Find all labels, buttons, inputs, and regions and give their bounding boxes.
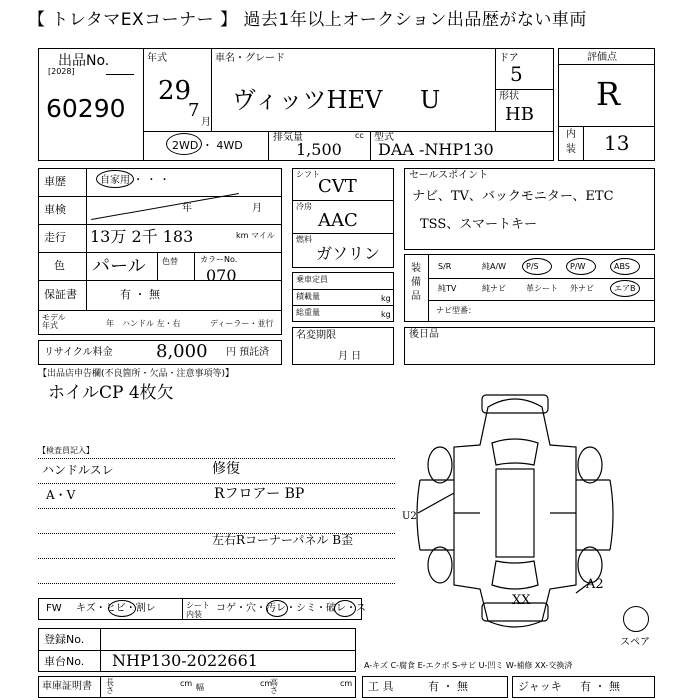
seat-selected-circle-2 [334,600,356,617]
inspector-line1-left: ハンドルスレ [42,463,114,477]
certificate-width: 幅 [196,683,204,692]
displacement-value: 1,500 [296,140,342,159]
model-grade: U [420,86,441,114]
interior-label-1: 内 [566,129,576,140]
load-label: 積載量 [296,292,320,301]
registration-label: 登録No. [44,633,85,646]
equipment-item: S/R [438,262,452,271]
history-options: 自家用 ・ ・ ・ [100,175,170,186]
certificate-width-unit: cm [260,679,273,688]
lot-label: 出品No. [58,53,110,69]
model-handle: ハンドル 左・右 [122,319,181,328]
inspector-line1-right: 修復 [212,461,240,477]
fw-options: キズ・ヒビ・割レ [76,603,156,614]
equipment-item: エアB [614,284,636,293]
banner [28,5,688,29]
shape-value: HB [505,104,534,125]
year-label: 年式 [147,53,167,64]
chassis-label: 車台No. [44,655,85,668]
equipment-item: 外ナビ [570,284,594,293]
shift-label: シフト [296,170,320,179]
equipment-item: ABS [614,262,630,271]
sales-line-1: ナビ、TV、バックモニター、ETC [412,189,614,204]
notes-label: 【出品店申告欄(不良箇所・欠品・注意事項等)】 [38,369,235,379]
equipment-item: P/S [526,262,539,271]
spare-tire-icon [623,606,649,632]
type-value: DAA -NHP130 [378,140,494,159]
history-label: 車歴 [44,175,66,188]
type-label: 型式 [374,132,394,143]
mileage-unit: km マイル [236,231,275,240]
color-label: 色 [54,259,65,272]
shape-label: 形状 [499,91,519,102]
certificate-length-unit: cm [180,679,193,688]
tools-label: 工 具 [368,680,394,693]
inspection-year-unit: 年 [182,203,192,214]
warranty-label: 保証書 [44,288,77,301]
color-code-label: カラーNo. [200,255,238,264]
certificate-length: 長さ [106,678,114,695]
name-change-unit: 月 日 [338,351,362,362]
displacement-unit: cc [355,131,364,140]
recycle-unit: 円 預託済 [226,347,270,358]
damage-mark-a2: A2 [586,577,604,592]
interior-value: 13 [604,131,630,155]
inspector-line2-left: A・V [46,488,76,502]
equipment-selected-circle [522,258,552,275]
equipment-item: 革シート [526,284,558,293]
navi-model-label: ナビ型番： [436,306,476,315]
color-code-value: 070 [206,266,237,285]
inspector-line3-right: 左右Rコーナーパネル B歪 [212,533,354,547]
equipment-label: 装備品 [411,263,421,302]
model-year-unit: 年 [106,319,114,328]
seat-selected-circle-1 [266,600,288,617]
equipment-selected-circle [610,280,640,297]
model-dealer: ディーラー・並行 [210,319,274,328]
displacement-label: 排気量 [273,132,303,143]
loss-label: 後日品 [409,329,439,340]
color-value: パール [92,256,146,277]
score-label: 評価点 [587,52,617,63]
fuel-label: 燃料 [296,235,312,244]
model-name: ヴィッツHEV [232,86,383,114]
sales-line-2: TSS、スマートキー [420,217,537,232]
weight-label: 総重量 [296,308,320,317]
year-month-value: 7 [188,100,200,121]
certificate-height: 高さ [270,678,278,695]
fuel-value: ガソリン [316,244,381,263]
lot-tag: [2028] [48,67,75,76]
banner-text: 【 トレタマEXコーナー 】 過去1年以上オークション出品歴がない車両 [28,10,587,30]
seat-label: シート内装 [186,601,210,619]
recycle-label: リサイクル料金 [44,347,113,358]
weight-unit: kg [381,310,391,319]
drive-selected-circle [166,133,202,155]
history-selected-circle [96,170,134,188]
year-era-value: 29 [158,76,192,106]
certificate-label: 車庫証明書 [42,681,92,692]
sales-label: セールスポイント [409,170,489,181]
damage-mark-u2: U2 [402,511,417,522]
lot-number: 60290 [46,94,126,123]
equipment-item: 純TV [438,284,457,293]
inspector-label: 【検査員記入】 [38,446,94,455]
certificate-height-unit: cm [340,679,353,688]
capacity-label: 乗車定員 [296,275,328,284]
model-label: 車名・グレード [215,53,285,64]
notes-value: ホイルCP 4枚欠 [48,383,174,403]
recycle-value: 8,000 [156,341,208,362]
chassis-value: NHP130-2022661 [112,651,258,670]
color-change-label: 色替 [162,257,178,266]
damage-mark-xx: XX [512,593,531,608]
equipment-selected-circle [610,258,640,275]
fw-label: FW [46,603,62,614]
jack-label: ジャッキ [518,680,562,693]
seat-options: コゲ・穴・汚レ・シミ・破レ・ス [216,603,366,614]
inspector-line2-right: Rフロアー BP [214,486,305,502]
fw-selected-circle [108,600,136,617]
mileage-label: 走行 [44,231,66,244]
mileage-value: 13万 2千 183 [90,227,194,246]
inspection-label: 車検 [44,203,66,216]
score-value: R [596,75,621,113]
equipment-item: 純ナビ [482,284,506,293]
door-value: 5 [510,62,523,86]
equipment-item: 純A/W [482,262,507,271]
damage-legend: A-キズ C-腐食 E-エクボ S-サビ U-凹ミ W-補修 XX-交換済 [364,661,573,670]
ac-label: 冷房 [296,202,312,211]
shift-value: CVT [318,176,357,197]
door-label: ドア [499,53,519,64]
load-unit: kg [381,294,391,303]
drive-options: 2WD ・ 4WD [172,139,243,152]
model-year-label: モデル年式 [42,313,66,330]
name-change-label: 名変期限 [296,330,336,341]
jack-options: 有 ・ 無 [580,680,620,693]
equipment-selected-circle [566,258,596,275]
ac-value: AAC [318,210,358,231]
spare-label: スペア [620,637,650,648]
year-month-unit: 月 [201,117,211,128]
equipment-item: P/W [570,262,586,271]
inspection-month-unit: 月 [252,203,262,214]
tools-options: 有 ・ 無 [428,680,468,693]
warranty-options: 有 ・ 無 [120,288,160,301]
interior-label-2: 装 [566,144,576,155]
loss-block [404,327,655,365]
